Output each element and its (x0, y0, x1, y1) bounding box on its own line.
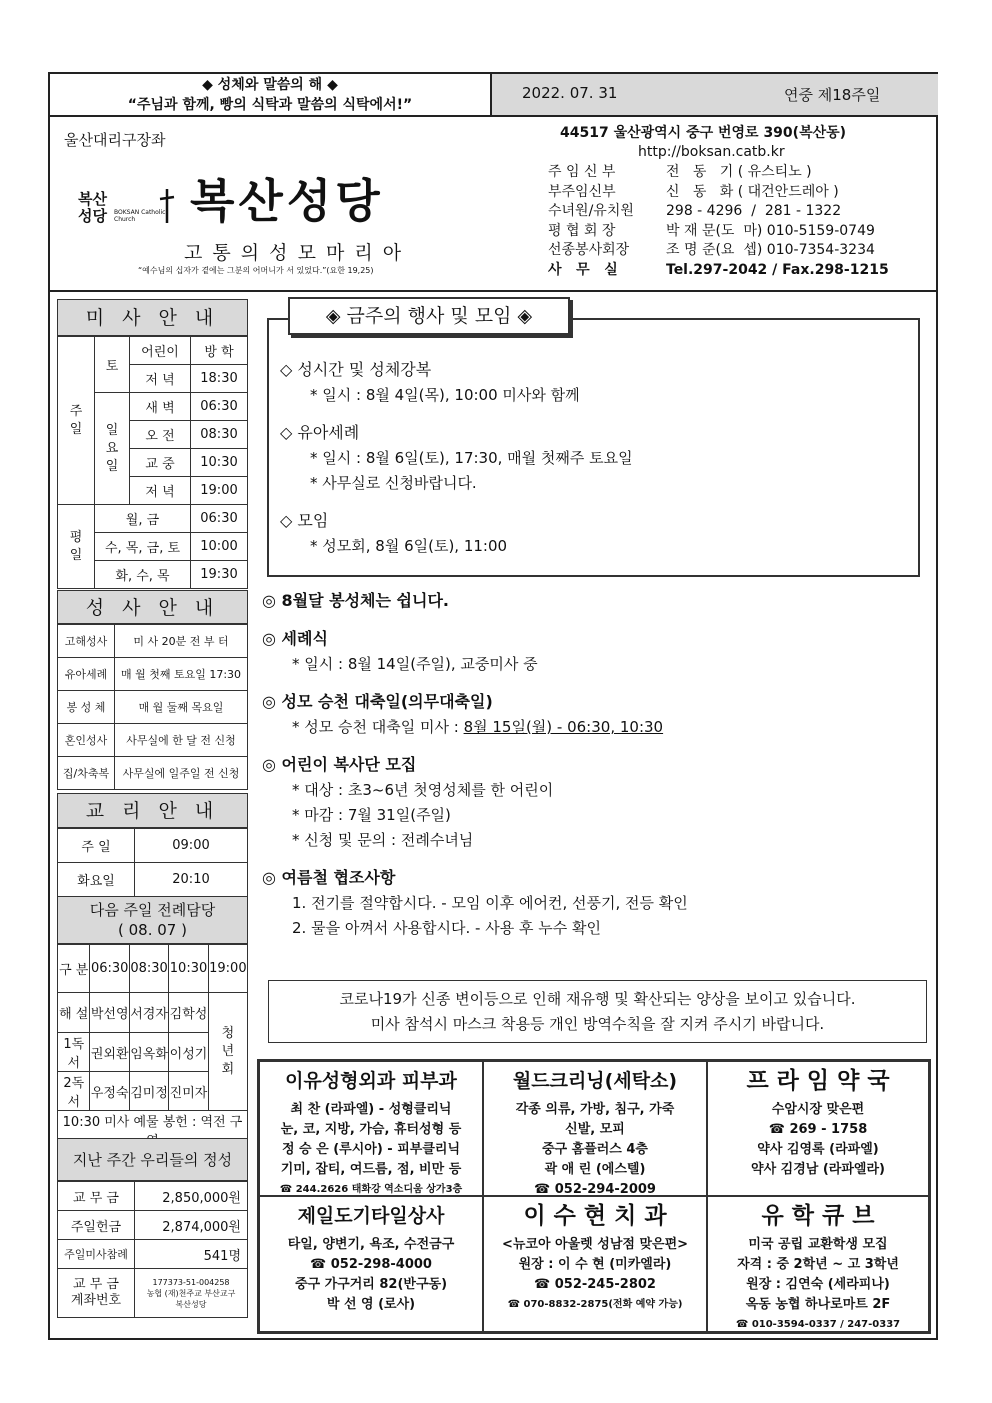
mass-time: 10:00 (191, 533, 248, 561)
account-label: 교 무 금 계좌번호 (58, 1269, 135, 1318)
youth-group: 청 년 회 (208, 993, 247, 1111)
notice-title: ◎ 8월달 봉성체는 쉽니다. (262, 591, 449, 610)
contact-list (548, 163, 938, 280)
ad-line: ☎ 052-298-4000 (310, 1257, 432, 1272)
notice-text: * 성모 승천 대축일 미사 : (292, 718, 464, 736)
liturgy-person: 김미정 (129, 1072, 168, 1111)
contact-row (548, 163, 938, 183)
ad-line: 약사 김경남 (라파엘라) (751, 1162, 885, 1177)
notice-item (262, 689, 922, 740)
liturgy-person: 진미자 (169, 1072, 208, 1111)
notice-text: * 대상 : 초3~6년 첫영성체를 한 어린이 (292, 781, 554, 799)
catechism-day: 주 일 (58, 829, 135, 863)
cross-icon (158, 185, 176, 225)
notice-text: 2. 물을 아껴서 사용합시다. - 사용 후 누수 확인 (292, 919, 601, 937)
ad-line: 자격 : 중 2학년 ~ 고 3학년 (737, 1257, 899, 1272)
parish-address: 44517 울산광역시 중구 번영로 390(복산동) (560, 125, 847, 141)
mass-time: 19:30 (191, 561, 248, 589)
offering-name: 교 무 금 (58, 1182, 135, 1211)
notice-title: ◎ 어린이 복사단 모집 (262, 755, 417, 774)
ad-line: 중구 홈플러스 4층 (541, 1142, 648, 1157)
offering-value: 2,850,000원 (135, 1182, 248, 1211)
ad-title: 이 수 현 치 과 (523, 1203, 667, 1229)
contact-row (548, 183, 938, 203)
event-line: * 사무실로 신청바랍니다. (310, 474, 477, 492)
mass-time: 08:30 (191, 421, 248, 449)
ad-line: 신발, 모피 (565, 1122, 625, 1137)
ad-box (259, 1196, 483, 1332)
ad-line: 기미, 잡티, 여드름, 점, 비만 등 (280, 1162, 462, 1177)
ad-line: 최 찬 (라파엘) - 성형클리닉 (290, 1102, 452, 1117)
event-item (280, 357, 900, 408)
notice-title: ◎ 세례식 (262, 629, 328, 648)
sacrament-desc: 매 월 첫째 토요일 17:30 (115, 658, 248, 691)
sacrament-desc: 사무실에 한 달 전 신청 (115, 724, 248, 757)
notice-line (262, 652, 922, 677)
parish-website[interactable]: http://boksan.catb.kr (638, 144, 785, 160)
mass-time: 방 학 (191, 337, 248, 365)
liturgy-role: 2독서 (58, 1072, 90, 1111)
ad-line: ☎ 052-245-2802 (534, 1277, 656, 1292)
notice-text: * 일시 : 8월 14일(주일), 교중미사 중 (292, 655, 538, 673)
event-title: ◇ 유아세례 (280, 423, 360, 442)
offering-name: 주일헌금 (58, 1211, 135, 1240)
ad-line: 옥동 농협 하나로마트 2F (745, 1297, 891, 1312)
ad-line: ☎ 269 - 1758 (768, 1122, 868, 1137)
contact-role: 선종봉사회장 (548, 242, 630, 258)
contact-value: 298 - 4296 / 281 - 1322 (666, 203, 842, 219)
sacrament-desc: 미 사 20분 전 부 터 (115, 625, 248, 658)
liturgy-person: 김학성 (169, 993, 208, 1033)
sacrament-name: 유아세례 (58, 658, 115, 691)
notice-line (262, 715, 922, 740)
notice-title: ◎ 성모 승천 대축일(의무대축일) (262, 692, 493, 711)
ad-line: 정 승 은 (루시아) - 피부클리닉 (281, 1142, 461, 1157)
sacrament-heading: 성 사 안 내 (57, 590, 248, 624)
ad-line: 미국 공립 교환학생 모집 (748, 1237, 888, 1252)
event-item (280, 420, 900, 496)
notice-line (262, 828, 922, 853)
ad-box (483, 1061, 707, 1196)
covid-line2: 미사 참석시 마스크 착용등 개인 방역수칙을 잘 지켜 주시기 바랍니다. (370, 1015, 825, 1033)
ad-line: 중구 가구거리 82(반구동) (294, 1277, 448, 1292)
liturgy-col: 08:30 (129, 945, 168, 993)
event-item (280, 508, 900, 559)
mass-name: 수, 목, 금, 토 (95, 533, 191, 561)
notice-line (262, 778, 922, 803)
scripture-quote: “예수님의 십자가 곁에는 그분의 어머니가 서 있었다.”(요한 19,25) (138, 266, 374, 275)
mass-name: 어린이 (130, 337, 191, 365)
contact-role: 수녀원/유치원 (548, 203, 634, 219)
mass-time: 06:30 (191, 393, 248, 421)
liturgy-col: 19:00 (208, 945, 247, 993)
account-number: 177373-51-004258 농협 (재)천주교 부산교구 복산성당 (135, 1269, 248, 1318)
liturgy-person: 서경자 (129, 993, 168, 1033)
sacrament-name: 집/차축복 (58, 757, 115, 790)
sacrament-name: 봉 성 체 (58, 691, 115, 724)
ad-line: 원장 : 이 수 현 (미카엘라) (518, 1257, 672, 1272)
ad-line: 수암시장 맞은편 (771, 1102, 865, 1117)
contact-role: 사 무 실 (548, 261, 618, 278)
ad-line: ☎ 244.2626 태화강 역소디움 상가3층 (279, 1184, 463, 1195)
notice-line (262, 916, 922, 941)
motto: “주님과 함께, 빵의 식탁과 말씀의 식탁에서!” (127, 97, 413, 113)
mass-name: 월, 금 (95, 505, 191, 533)
liturgical-week: 연중 제18주일 (784, 86, 881, 104)
catechism-heading: 교 리 안 내 (57, 793, 248, 828)
mass-name: 오 전 (130, 421, 191, 449)
notice-underlined: 8월 15일(월) - 06:30, 10:30 (463, 718, 664, 736)
mass-heading: 미 사 안 내 (57, 299, 248, 336)
offering-value: 541명 (135, 1240, 248, 1269)
ads-grid (257, 1059, 931, 1334)
liturgy-date: ( 08. 07 ) (118, 921, 187, 939)
offering-table (57, 1181, 248, 1318)
contact-value: 전 동 기 ( 유스티노 ) (666, 164, 812, 180)
notices-list (262, 588, 922, 953)
events-heading: ◈ 금주의 행사 및 모임 ◈ (288, 297, 570, 335)
mass-table (57, 336, 248, 589)
ad-line: <뉴코아 아울렛 성남점 맞은편> (501, 1237, 689, 1252)
sacrament-name: 고해성사 (58, 625, 115, 658)
ad-line: 약사 김영록 (라파엘) (757, 1142, 879, 1157)
contact-value: 신 동 화 ( 대건안드레아 ) (666, 183, 839, 200)
catechism-time: 09:00 (135, 829, 248, 863)
contact-row (548, 241, 938, 261)
notice-text: * 마감 : 7월 31일(주일) (292, 806, 451, 824)
liturgy-person: 박선영 (90, 993, 129, 1033)
ad-line: 박 선 영 (로사) (326, 1297, 416, 1312)
logo-english: BOKSAN Catholic Church (114, 209, 166, 223)
offering-value: 2,874,000원 (135, 1211, 248, 1240)
notice-title: ◎ 여름철 협조사항 (262, 868, 396, 887)
sunday-label: 주 일 (58, 337, 95, 505)
liturgy-person: 권외환 (90, 1033, 129, 1072)
liturgy-person: 이성기 (169, 1033, 208, 1072)
banner-date-area (490, 74, 938, 115)
mass-name: 저 녁 (130, 477, 191, 505)
contact-row (548, 261, 938, 281)
mass-time: 19:00 (191, 477, 248, 505)
ad-line: ☎ 010-3594-0337 / 247-0337 (735, 1319, 901, 1330)
liturgy-col: 06:30 (90, 945, 129, 993)
ad-line: ☎ 070-8832-2875(전화 예약 가능) (507, 1299, 683, 1310)
notice-line (262, 891, 922, 916)
catechism-time: 20:10 (135, 863, 248, 897)
ad-line: 타일, 양변기, 욕조, 수전금구 (287, 1237, 455, 1252)
ad-line: 원장 : 김연숙 (세라피나) (746, 1277, 890, 1292)
catechism-day: 화요일 (58, 863, 135, 897)
liturgy-heading (57, 896, 248, 944)
ad-line: 눈, 코, 지방, 가슴, 휴터성형 등 (280, 1122, 462, 1137)
mass-name: 새 벽 (130, 393, 191, 421)
year-theme: ◆ 성체와 말씀의 해 ◆ (202, 77, 338, 93)
contact-value: Tel.297-2042 / Fax.298-1215 (666, 261, 889, 278)
covid-line1: 코로나19가 신종 변이등으로 인해 재유행 및 확산되는 양상을 보이고 있습니다. (339, 990, 856, 1008)
sacrament-table (57, 624, 248, 790)
mass-time: 18:30 (191, 365, 248, 393)
ad-title: 프 라 임 약 국 (746, 1068, 890, 1094)
event-title: ◇ 모임 (280, 511, 329, 530)
mass-name: 화, 수, 목 (95, 561, 191, 589)
notice-item (262, 626, 922, 677)
ad-box (483, 1196, 707, 1332)
event-line: * 성모회, 8월 6일(토), 11:00 (310, 537, 508, 555)
liturgy-col: 10:30 (169, 945, 208, 993)
contact-role: 부주임신부 (548, 183, 616, 200)
liturgy-person: 임옥화 (129, 1033, 168, 1072)
events-list (280, 357, 900, 571)
liturgy-col: 구 분 (58, 945, 90, 993)
notice-item (262, 588, 922, 614)
parish-title: 복산성당 (190, 174, 384, 228)
ad-line: 각종 의류, 가방, 침구, 가죽 (515, 1102, 675, 1117)
covid-notice (268, 980, 927, 1043)
contact-role: 평 협 회 장 (548, 222, 616, 239)
event-line: * 일시 : 8월 6일(토), 17:30, 매월 첫째주 토요일 (310, 449, 633, 467)
ad-box (259, 1061, 483, 1196)
event-title: ◇ 성시간 및 성체강복 (280, 360, 432, 379)
logo-small: 복산 성당 (78, 190, 107, 225)
ad-title: 제일도기타일상사 (297, 1205, 445, 1227)
weekday-label: 평 일 (58, 505, 95, 589)
liturgy-person: 우정숙 (90, 1072, 129, 1111)
ad-title: 이유성형외과 피부과 (285, 1070, 457, 1092)
ad-title: 유 학 큐 브 (761, 1203, 875, 1229)
contact-row (548, 202, 938, 222)
mass-time: 10:30 (191, 449, 248, 477)
event-line: * 일시 : 8월 4일(목), 10:00 미사와 함께 (310, 386, 580, 404)
ad-line: ☎ 052-294-2009 (534, 1182, 656, 1197)
notice-item (262, 865, 922, 941)
ad-box (707, 1061, 929, 1196)
catechism-table (57, 828, 248, 897)
sacrament-name: 혼인성사 (58, 724, 115, 757)
contact-value: 박 재 문(도 마) 010-5159-0749 (666, 222, 875, 239)
sacrament-desc: 사무실에 일주일 전 신청 (115, 757, 248, 790)
sunday-day-label: 일 요 일 (95, 393, 130, 505)
contact-value: 조 명 준(요 셉) 010-7354-3234 (666, 242, 875, 258)
top-banner (48, 72, 938, 117)
contact-row (548, 222, 938, 242)
ad-line: 곽 애 린 (에스텔) (544, 1162, 646, 1177)
notice-text: 1. 전기를 절약합시다. - 모임 이후 에어컨, 선풍기, 전등 확인 (292, 894, 688, 912)
ad-box (707, 1196, 929, 1332)
mass-name: 교 중 (130, 449, 191, 477)
parish-header (48, 117, 938, 292)
mass-name: 저 녁 (130, 365, 191, 393)
liturgy-role: 해 설 (58, 993, 90, 1033)
issue-date: 2022. 07. 31 (522, 84, 618, 102)
sacrament-desc: 매 월 둘째 목요일 (115, 691, 248, 724)
saturday-label: 토 (95, 337, 130, 393)
liturgy-table (57, 944, 248, 1150)
mass-time: 06:30 (191, 505, 248, 533)
diocese: 울산대리구장좌 (64, 131, 166, 149)
notice-item (262, 752, 922, 853)
offering-note: 10:30 미사 예물 봉헌 : 역전 구 (58, 1111, 248, 1150)
contact-role: 주 임 신 부 (548, 164, 616, 180)
parish-patron: 고 통 의 성 모 마 리 아 (184, 242, 404, 264)
offering-heading: 지난 주간 우리들의 정성 (57, 1138, 248, 1181)
liturgy-role: 1독서 (58, 1033, 90, 1072)
offering-name: 주일미사참례 (58, 1240, 135, 1269)
notice-line (262, 803, 922, 828)
notice-text: * 신청 및 문의 : 전례수녀님 (292, 831, 474, 849)
banner-theme (50, 74, 490, 115)
liturgy-title: 다음 주일 전례담당 (89, 901, 216, 919)
ad-title: 월드크리닝(세탁소) (512, 1070, 678, 1092)
